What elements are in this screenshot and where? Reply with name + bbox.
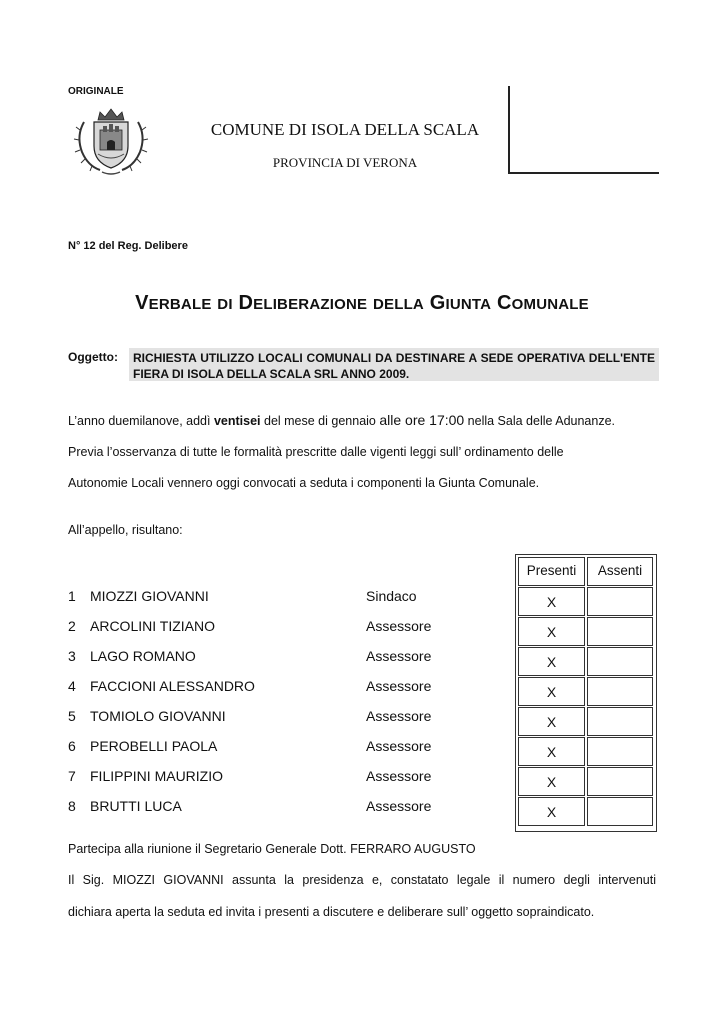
member-role: Assessore — [366, 768, 432, 784]
place-text: nella Sala delle Adunanze. — [464, 414, 616, 428]
secretary-paragraph: Partecipa alla riunione il Segretario Generale Dott. FERRARO AUGUSTO — [68, 842, 476, 856]
title-word: DI — [217, 296, 233, 313]
title-word: G — [429, 292, 446, 314]
member-number: 5 — [68, 708, 76, 724]
title-word: C — [496, 292, 512, 314]
presenti-cell: X — [518, 677, 585, 706]
assenti-cell — [587, 797, 653, 826]
assenti-cell — [587, 617, 653, 646]
title-word: V — [135, 292, 149, 314]
stamp-box-border-horizontal — [508, 172, 659, 174]
coat-of-arms-icon — [70, 100, 152, 176]
member-number: 3 — [68, 648, 76, 664]
title-word: DELLA — [372, 296, 424, 313]
document-title — [0, 292, 724, 315]
stamp-box-border-vertical — [508, 86, 510, 174]
member-name: TOMIOLO GIOVANNI — [90, 708, 226, 724]
province-name: PROVINCIA DI VERONA — [272, 155, 418, 170]
member-name: FILIPPINI MAURIZIO — [90, 768, 224, 784]
presenti-cell: X — [518, 737, 585, 766]
day-text: ventisei — [213, 414, 261, 428]
presenti-cell: X — [518, 647, 585, 676]
convocation-paragraph: Autonomie Locali vennero oggi convocati a seduta i componenti la Giunta Comunale. — [68, 476, 540, 490]
date-text: L’anno duemilanove, addì — [68, 414, 214, 428]
member-name: ARCOLINI TIZIANO — [90, 618, 215, 634]
municipality-name: COMUNE DI ISOLA DELLA SCALA — [210, 120, 480, 139]
assenti-cell — [587, 647, 653, 676]
member-role: Assessore — [366, 738, 432, 754]
presenti-cell: X — [518, 617, 585, 646]
member-role: Assessore — [366, 798, 432, 814]
member-number: 8 — [68, 798, 76, 814]
member-role: Assessore — [366, 678, 432, 694]
presenti-header: Presenti — [518, 557, 585, 586]
subject-text: RICHIESTA UTILIZZO LOCALI COMUNALI DA DESTINARE A SEDE OPERATIVA DELL'ENTE FIERA DI ISOLA DELLA SCALA SRL ANNO 2009. — [133, 351, 655, 381]
member-number: 2 — [68, 618, 76, 634]
member-name: PEROBELLI PAOLA — [90, 738, 218, 754]
assenti-cell — [587, 707, 653, 736]
title-word: OMUNALE — [511, 296, 589, 313]
time-text: alle ore 17:00 — [379, 412, 465, 428]
member-name: BRUTTI LUCA — [90, 798, 182, 814]
presenti-cell: X — [518, 767, 585, 796]
month-text: del mese di gennaio — [260, 414, 380, 428]
roll-call-paragraph: All’appello, risultano: — [68, 523, 183, 537]
member-number: 6 — [68, 738, 76, 754]
assenti-cell — [587, 587, 653, 616]
original-label: ORIGINALE — [68, 86, 124, 97]
member-number: 7 — [68, 768, 76, 784]
assenti-cell — [587, 767, 653, 796]
presenti-cell: X — [518, 587, 585, 616]
title-word: ERBALE — [148, 296, 212, 313]
title-word: ELIBERAZIONE — [253, 296, 368, 313]
member-role: Assessore — [366, 648, 432, 664]
register-number: N° 12 del Reg. Delibere — [68, 240, 188, 252]
member-number: 4 — [68, 678, 76, 694]
assenti-header: Assenti — [587, 557, 653, 586]
member-role: Assessore — [366, 618, 432, 634]
title-word: IUNTA — [445, 296, 492, 313]
opening-paragraph: dichiara aperta la seduta ed invita i presenti a discutere e deliberare sull’ oggetto sopraindicato. — [68, 905, 595, 919]
member-name: FACCIONI ALESSANDRO — [90, 678, 255, 694]
member-name: LAGO ROMANO — [90, 648, 196, 664]
formalities-paragraph: Previa l’osservanza di tutte le formalità prescritte dalle vigenti leggi sull’ ordinamento delle — [68, 445, 564, 459]
presidency-paragraph: Il Sig. MIOZZI GIOVANNI assunta la presidenza e, constatato legale il numero degli intervenuti — [68, 873, 656, 887]
member-role: Assessore — [366, 708, 432, 724]
subject-label: Oggetto: — [68, 350, 118, 364]
presenti-cell: X — [518, 797, 585, 826]
member-role: Sindaco — [366, 588, 417, 604]
title-word: D — [238, 292, 254, 314]
member-name: MIOZZI GIOVANNI — [90, 588, 209, 604]
assenti-cell — [587, 737, 653, 766]
member-number: 1 — [68, 588, 76, 604]
meeting-date-paragraph — [68, 412, 615, 428]
presenti-cell: X — [518, 707, 585, 736]
assenti-cell — [587, 677, 653, 706]
